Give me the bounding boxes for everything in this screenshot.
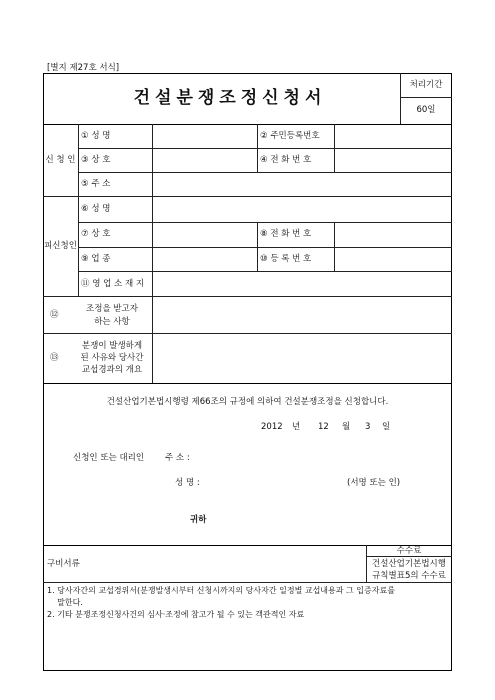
divider <box>43 333 452 334</box>
divider <box>78 247 452 248</box>
date-day: 3 <box>365 422 371 432</box>
divider <box>43 383 452 384</box>
divider <box>43 545 452 546</box>
divider <box>43 296 452 297</box>
divider <box>152 124 153 383</box>
item13-label-line1: 분쟁이 발생하게 <box>81 341 143 351</box>
applicant-address-label: ⑤ 주 소 <box>81 179 111 189</box>
signer-address-label: 주 소 : <box>165 453 190 463</box>
date-year-unit: 년 <box>292 422 301 432</box>
item12-label-line1: 조정을 받고자 <box>86 304 138 314</box>
documents-label: 구비서류 <box>47 559 80 569</box>
divider <box>43 124 452 125</box>
respondent-section-label: 피신청인 <box>44 241 77 251</box>
date-year: 2012 <box>261 422 283 432</box>
document-item-1-cont: 말한다. <box>47 598 83 607</box>
form-title: 건설분쟁조정신청서 <box>133 88 327 108</box>
divider <box>78 124 79 296</box>
applicant-company-label: ③ 상 호 <box>81 155 111 165</box>
divider <box>78 222 452 223</box>
divider <box>400 97 452 98</box>
item13-label-line2: 된 사유와 당사간 <box>80 353 144 363</box>
addressee: 귀하 <box>190 515 207 525</box>
applicant-id-label: ② 주민등록번호 <box>260 131 320 141</box>
divider <box>43 582 452 583</box>
date-day-unit: 일 <box>382 422 391 432</box>
signer-name-label: 성 명 : <box>175 478 200 488</box>
signer-role: 신청인 또는 대리인 <box>73 453 145 463</box>
applicant-phone-label: ④ 전 화 번 호 <box>260 155 312 165</box>
signature-note: (서명 또는 인) <box>347 478 401 488</box>
date-month: 12 <box>318 422 329 432</box>
divider <box>257 222 258 271</box>
divider <box>257 124 258 172</box>
respondent-office-label: ⑪ 영 업 소 재 지 <box>81 279 145 289</box>
fee-label: 수수료 <box>396 546 422 556</box>
item12-number: ⑫ <box>50 310 59 320</box>
divider <box>334 222 335 271</box>
respondent-reg-label: ⑩ 등 록 번 호 <box>260 254 312 264</box>
divider <box>43 196 452 197</box>
divider <box>366 556 452 557</box>
divider <box>78 271 452 272</box>
document-item-2: 2. 기타 분쟁조정신청사건의 심사·조정에 참고가 될 수 있는 객관적인 자료 <box>47 610 305 619</box>
form-number: [별지 제27호 서식] <box>47 63 120 73</box>
respondent-business-label: ⑨ 업 종 <box>81 254 111 264</box>
processing-label: 처리기간 <box>409 80 443 90</box>
divider <box>78 172 452 173</box>
respondent-name-label: ⑥ 성 명 <box>81 204 111 214</box>
applicant-name-label: ① 성 명 <box>81 131 111 141</box>
item12-label-line2: 하는 사항 <box>94 317 130 327</box>
divider <box>78 148 452 149</box>
fee-line2: 규칙별표5의 수수료 <box>372 571 446 581</box>
fee-line1: 건설산업기본법시행 <box>372 559 446 569</box>
item13-label-line3: 교섭경과의 개요 <box>81 365 143 375</box>
date-month-unit: 월 <box>342 422 351 432</box>
item13-number: ⑬ <box>50 353 59 363</box>
document-item-1: 1. 당사자간의 교섭경위서(분쟁발생시부터 신청시까지의 당사자간 일정별 교섭내용과 그 입증자료를 <box>47 586 395 595</box>
respondent-phone-label: ⑧ 전 화 번 호 <box>260 229 312 239</box>
declaration-statement: 건설산업기본법시행령 제66조의 규정에 의하여 건설분쟁조정을 신청합니다. <box>106 397 389 407</box>
applicant-section-label: 신 청 인 <box>45 155 76 165</box>
divider <box>334 124 335 172</box>
processing-value: 60일 <box>416 105 436 115</box>
respondent-company-label: ⑦ 상 호 <box>81 229 111 239</box>
